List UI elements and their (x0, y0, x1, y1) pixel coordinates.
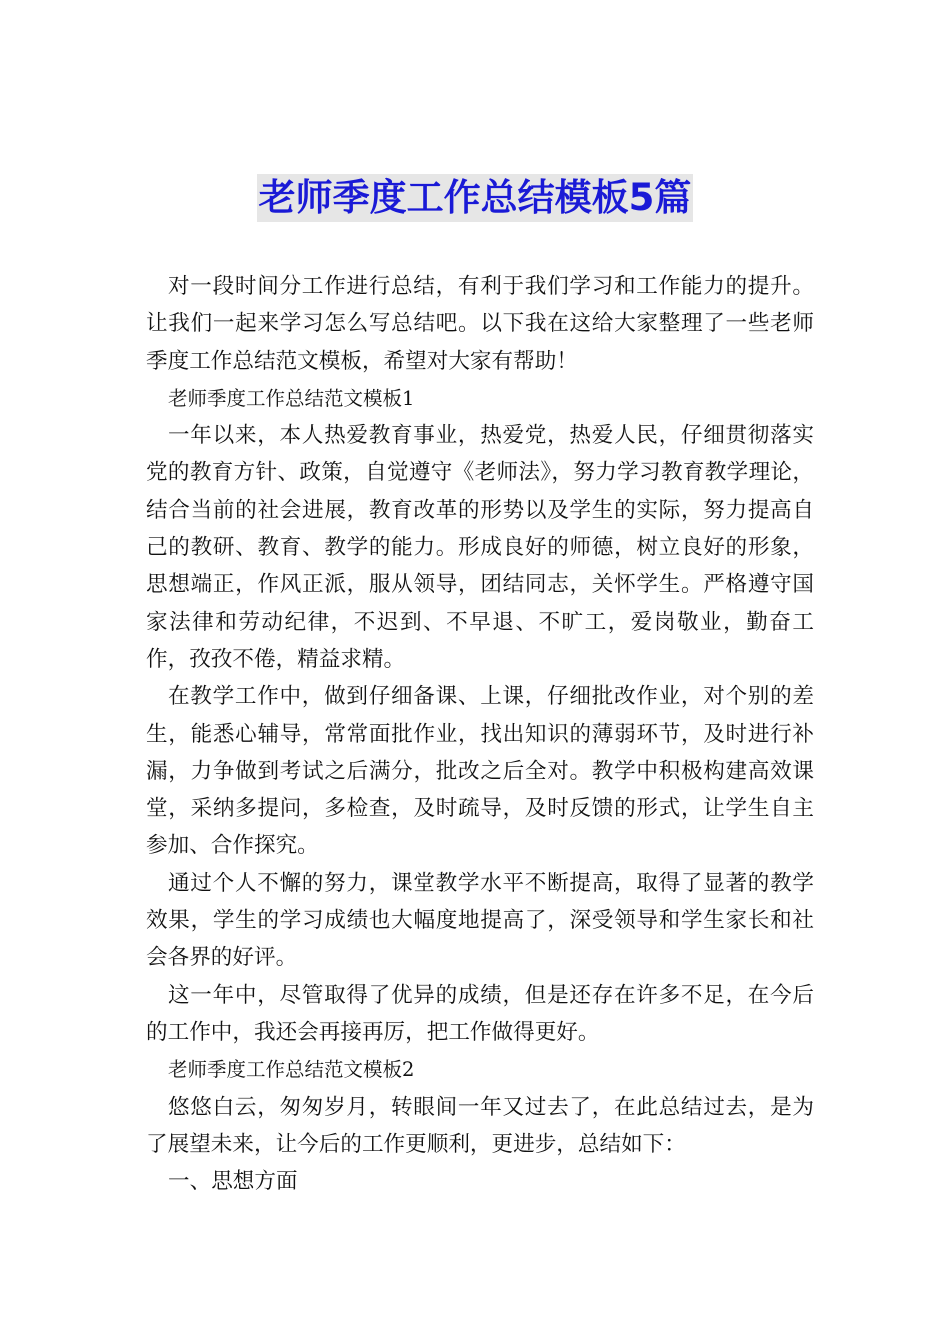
body-paragraph: 这一年中，尽管取得了优异的成绩，但是还存在许多不足，在今后的工作中，我还会再接再厉，把工作做得更好。 (146, 982, 814, 1045)
intro-paragraph: 对一段时间分工作进行总结，有利于我们学习和工作能力的提升。让我们一起来学习怎么写总结吧。以下我在这给大家整理了一些老师季度工作总结范文模板，希望对大家有帮助！ (146, 274, 814, 374)
document-title: 老师季度工作总结模板5篇 (257, 174, 694, 222)
body-paragraph: 一年以来，本人热爱教育事业，热爱党，热爱人民，仔细贯彻落实党的教育方针、政策，自觉遵守《老师法》，努力学习教育教学理论，结合当前的社会进展，教育改革的形势以及学生的实际，努力提高自己的教研、教育、教学的能力。形成良好的师德，树立良好的形象，思想端正，作风正派，服从领导，团结同志，关怀学生。严格遵守国家法律和劳动纪律，不迟到、不早退、不旷工，爱岗敬业，勤奋工作，孜孜不倦，精益求精。 (146, 423, 814, 672)
body-paragraph: 悠悠白云，匆匆岁月，转眼间一年又过去了，在此总结过去，是为了展望未来，让今后的工作更顺利，更进步，总结如下： (146, 1094, 814, 1157)
body-paragraph: 在教学工作中，做到仔细备课、上课，仔细批改作业，对个别的差生，能悉心辅导，常常面批作业，找出知识的薄弱环节，及时进行补漏，力争做到考试之后满分，批改之后全对。教学中积极构建高效课堂，采纳多提问，多检查，及时疏导，及时反馈的形式，让学生自主参加、合作探究。 (146, 684, 814, 859)
subsection-heading: 一、思想方面 (168, 1169, 298, 1195)
body-paragraph: 通过个人不懈的努力，课堂教学水平不断提高，取得了显著的教学效果，学生的学习成绩也大幅度地提高了，深受领导和学生家长和社会各界的好评。 (146, 870, 814, 971)
section-heading-1: 老师季度工作总结范文模板1 (168, 386, 415, 410)
section-heading-2: 老师季度工作总结范文模板2 (168, 1058, 415, 1082)
title-container (0, 174, 950, 222)
document-body (146, 268, 814, 1200)
